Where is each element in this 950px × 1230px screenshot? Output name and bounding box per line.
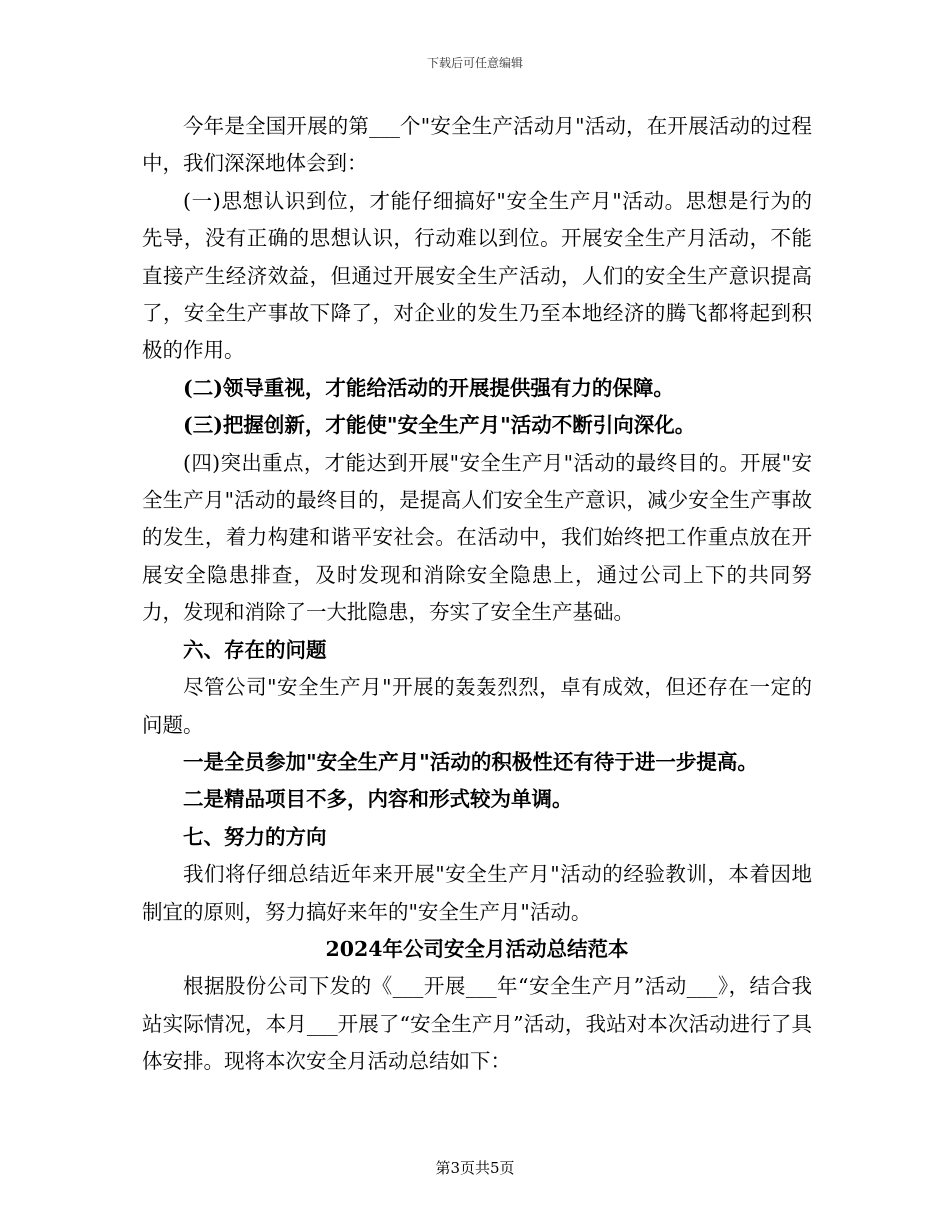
page-header: 下载后可任意编辑 xyxy=(426,56,523,70)
page-number: 第3页共5页 xyxy=(435,1159,515,1177)
section-heading-direction: 七、努力的方向 xyxy=(183,824,327,849)
paragraph-summary-intro: 根据股份公司下发的《___开展___年“安全生产月”活动___》，结合我站实际情况，本月___开展了“安全生产月”活动，我站对本次活动进行了具体安排。现将本次安全月活动总结如下： xyxy=(142,974,812,1074)
paragraph-direction: 我们将仔细总结近年来开展"安全生产月"活动的经验教训，本着因地制宜的原则，努力搞好来年的"安全生产月"活动。 xyxy=(142,862,812,924)
section-heading-problems: 六、存在的问题 xyxy=(183,637,327,662)
paragraph-problems: 尽管公司"安全生产月"开展的轰轰烈烈，卓有成效，但还存在一定的问题。 xyxy=(142,675,812,737)
document-title: 2024年公司安全月活动总结范本 xyxy=(325,936,629,961)
paragraph-problem-2: 二是精品项目不多，内容和形式较为单调。 xyxy=(183,787,573,812)
paragraph-intro: 今年是全国开展的第___个"安全生产活动月"活动，在开展活动的过程中，我们深深地体会到： xyxy=(142,114,812,176)
document-body xyxy=(142,108,812,1081)
paragraph-point-1: (一)思想认识到位，才能仔细搞好"安全生产月"活动。思想是行为的先导，没有正确的思想认识，行动难以到位。开展安全生产月活动，不能直接产生经济效益，但通过开展安全生产活动，人们的安全生产意识提高了，安全生产事故下降了，对企业的发生乃至本地经济的腾飞都将起到积极的作用。 xyxy=(142,188,812,363)
paragraph-problem-1: 一是全员参加"安全生产月"活动的积极性还有待于进一步提高。 xyxy=(183,749,758,774)
paragraph-point-4: (四)突出重点，才能达到开展"安全生产月"活动的最终目的。开展"安全生产月"活动的最终目的，是提高人们安全生产意识，减少安全生产事故的发生，着力构建和谐平安社会。在活动中，我们始终把工作重点放在开展安全隐患排查，及时发现和消除安全隐患上，通过公司上下的共同努力，发现和消除了一大批隐患，夯实了安全生产基础。 xyxy=(142,450,812,625)
paragraph-point-3: (三)把握创新，才能使"安全生产月"活动不断引向深化。 xyxy=(183,413,696,438)
paragraph-point-2: (二)领导重视，才能给活动的开展提供强有力的保障。 xyxy=(183,375,674,400)
